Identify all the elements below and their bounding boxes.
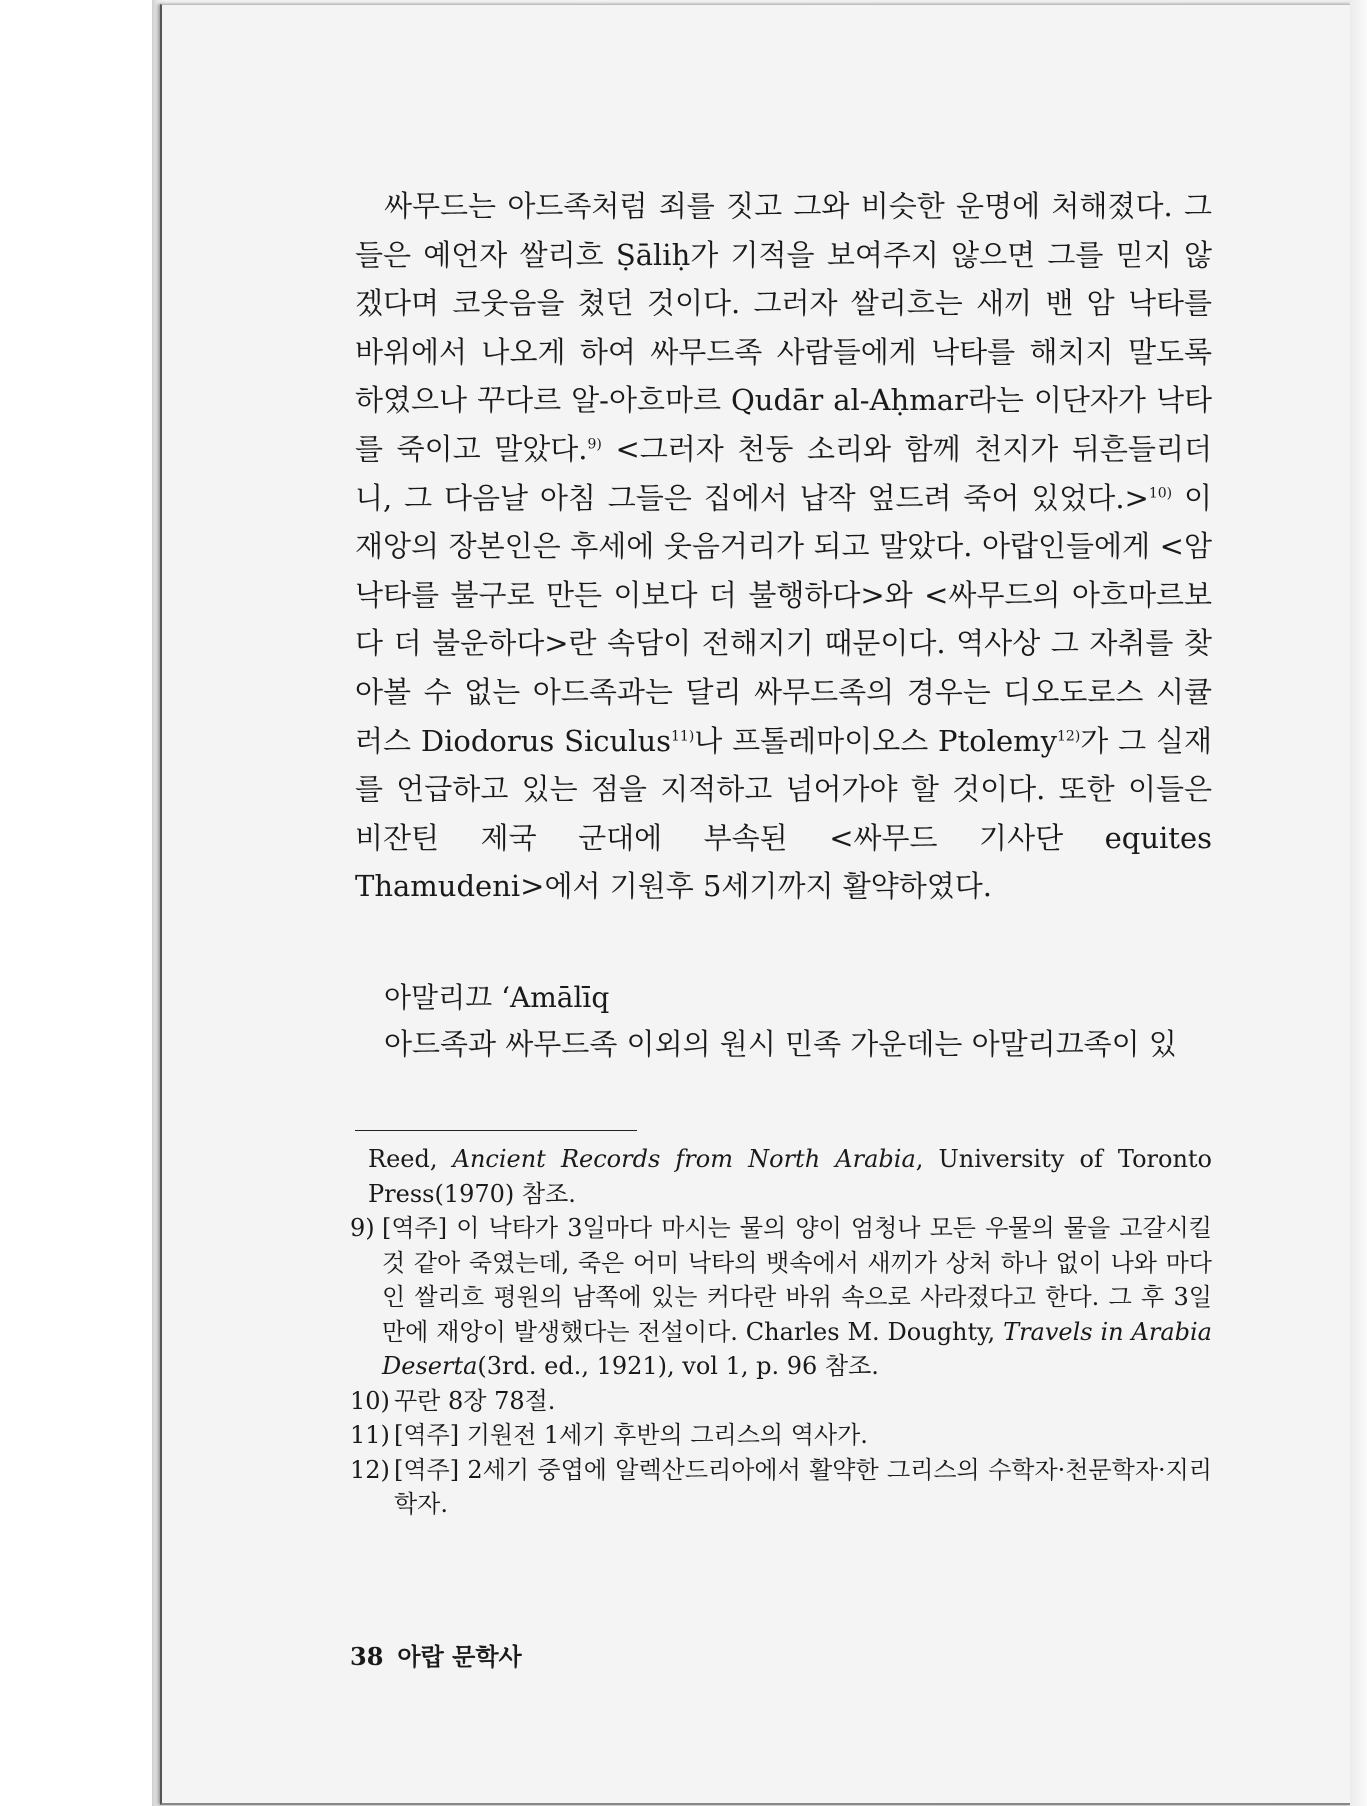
body-paragraph: 싸무드는 아드족처럼 죄를 짓고 그와 비슷한 운명에 처해졌다. 그들은 예언자 쌀리흐 Ṣāliḥ가 기적을 보여주지 않으면 그를 믿지 않겠다며 코웃음을 쳤던 것이다. 그러자 쌀리흐는 새끼 밴 암 낙타를 바위에서 나오게 하여 싸무드족 사람들에게 낙타를 해치지 말도록 하였으나 꾸다르 알-아흐마르 Qudār al-Aḥmar라는 이단자가 낙타를 죽이고 말았다.$^{9)}$ <그러자 천둥 소리와 함께 천지가 뒤흔들리더니, 그 다음날 아침 그들은 집에서 납작 엎드려 죽어 있었다.>$^{10)}$ 이 재앙의 장본인은 후세에 웃음거리가 되고 말았다. 아랍인들에게 <암 낙타를 불구로 만든 이보다 더 불행하다>와 <싸무드의 아흐마르보다 더 불운하다>란 속담이 전해지기 때문이다. 역사상 그 자취를 찾아볼 수 없는 아드족과는 달리 싸무드족의 경우는 디오도로스 시큘러스 Diodorus Siculus$^{11)}$나 프톨레마이오스 Ptolemy$^{12)}$가 그 실재를 언급하고 있는 점을 지적하고 넘어가야 할 것이다. 또한 이들은 비잔틴 제국 군대에 부속된 <싸무드 기사단 equites Thamudeni>에서 기원후 5세기까지 활약하였다.: [355, 189, 1213, 904]
footnote-text: [역주] 이 낙타가 3일마다 마시는 물의 양이 엄청나 모든 우물의 물을 고갈시킬 것 같아 죽였는데, 죽은 어미 낙타의 뱃속에서 새끼가 상처 하나 없이 나와 마다인 쌀리흐 평원의 남쪽에 있는 커다란 바위 속으로 사라졌다고 한다. 그 후 3일만에 재앙이 발생했다는 전설이다. Charles M. Doughty, Travels in Arabia Deserta(3rd. ed., 1921), vol 1, p. 96 참조.: [382, 1214, 1212, 1380]
footnote-number: 11): [350, 1421, 390, 1449]
footnote-number: 10): [350, 1386, 390, 1415]
page-number: 38: [350, 1642, 384, 1671]
section-paragraph: 아드족과 싸무드족 이외의 원시 민족 가운데는 아말리끄족이 있: [384, 1027, 1177, 1061]
page-footer: [350, 1640, 522, 1674]
section-heading: 아말리끄 ‘Amālīq: [384, 981, 610, 1014]
footnote-divider: [355, 1130, 637, 1131]
footnotes: [350, 1142, 1212, 1522]
footnote-continued: Reed, Ancient Records from North Arabia, University of Toronto Press(1970) 참조.: [368, 1145, 1212, 1208]
footnote-9: [350, 1211, 1212, 1384]
footnote-number: 9): [350, 1214, 375, 1242]
footnote-10: [350, 1384, 1212, 1419]
footnote-text: [역주] 기원전 1세기 후반의 그리스의 역사가.: [394, 1421, 868, 1449]
running-title: 아랍 문학사: [397, 1642, 522, 1671]
footnote-text: 꾸란 8장 78절.: [394, 1386, 556, 1415]
footnote-number: 12): [350, 1455, 390, 1484]
footnote-11: [350, 1418, 1212, 1453]
footnote-12: [350, 1453, 1212, 1522]
page-right-margin: [1350, 0, 1367, 1806]
footnote-text: [역주] 2세기 중엽에 알렉산드리아에서 활약한 그리스의 수학자·천문학자·지리학자.: [394, 1455, 1212, 1518]
